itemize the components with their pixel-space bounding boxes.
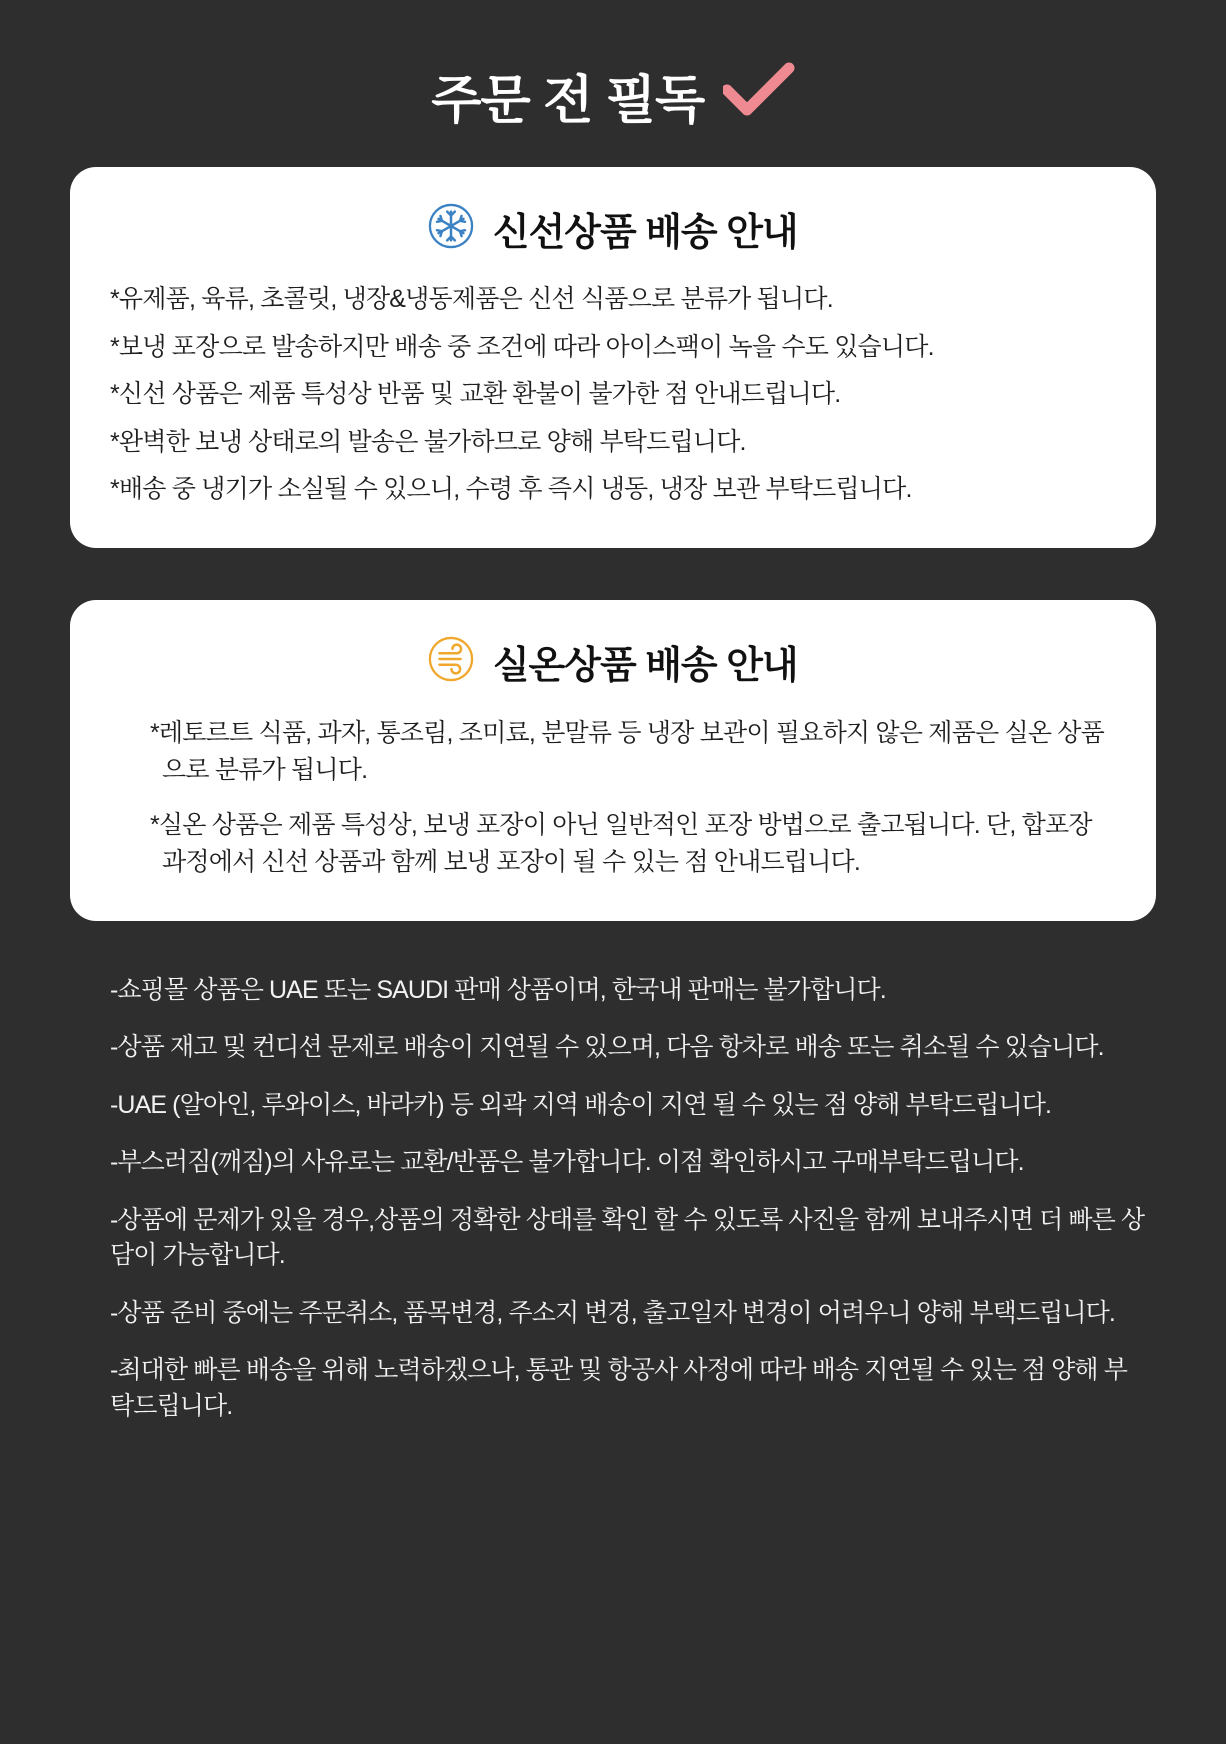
note-item: -상품에 문제가 있을 경우,상품의 정확한 상태를 확인 할 수 있도록 사진을 함께 보내주시면 더 빠른 상담이 가능합니다. — [110, 1205, 1145, 1269]
fresh-card-body — [110, 282, 1116, 508]
page-title: 주문 전 필독 — [431, 72, 705, 130]
page-title-block — [0, 0, 1226, 167]
wind-icon — [428, 636, 474, 687]
fresh-delivery-card — [70, 167, 1156, 548]
snowflake-icon — [428, 203, 474, 254]
note-item: -최대한 빠른 배송을 위해 노력하겠으나, 통관 및 항공사 사정에 따라 배송 지연될 수 있는 점 양해 부탁드립니다. — [110, 1356, 1127, 1420]
note-item: -UAE (알아인, 루와이스, 바라카) 등 외곽 지역 배송이 지연 될 수 있는 점 양해 부탁드립니다. — [110, 1090, 1052, 1119]
check-icon — [723, 62, 795, 123]
general-notes — [110, 973, 1148, 1425]
fresh-line: *배송 중 냉기가 소실될 수 있으니, 수령 후 즉시 냉동, 냉장 보관 부탁드립니다. — [110, 475, 912, 503]
roomtemp-card-body — [110, 715, 1116, 881]
roomtemp-line: *레토르트 식품, 과자, 통조림, 조미료, 분말류 등 냉장 보관이 필요하지 않은 제품은 실온 상품으로 분류가 됩니다. — [150, 718, 1105, 784]
note-item: -상품 준비 중에는 주문취소, 품목변경, 주소지 변경, 출고일자 변경이 어려우니 양해 부택드립니다. — [110, 1298, 1115, 1327]
fresh-line: *완벽한 보냉 상태로의 발송은 불가하므로 양해 부탁드립니다. — [110, 427, 746, 456]
room-temperature-delivery-card — [70, 600, 1156, 921]
fresh-line: *보냉 포장으로 발송하지만 배송 중 조건에 따라 아이스팩이 녹을 수도 있습니다. — [110, 332, 934, 361]
fresh-card-title: 신선상품 배송 안내 — [492, 212, 798, 254]
note-item: -쇼핑몰 상품은 UAE 또는 SAUDI 판매 상품이며, 한국내 판매는 불가합니다. — [110, 975, 886, 1004]
roomtemp-card-header — [110, 634, 1116, 689]
roomtemp-line: *실온 상품은 제품 특성상, 보냉 포장이 아닌 일반적인 포장 방법으로 출고됩니다. 단, 합포장 과정에서 신선 상품과 함께 보냉 포장이 될 수 있는 점 안내드립니다. — [150, 810, 1092, 876]
fresh-line: *유제품, 육류, 초콜릿, 냉장&냉동제품은 신선 식품으로 분류가 됩니다. — [110, 285, 833, 313]
roomtemp-card-title: 실온상품 배송 안내 — [492, 644, 798, 687]
note-item: -상품 재고 및 컨디션 문제로 배송이 지연될 수 있으며, 다음 항차로 배송 또는 취소될 수 있습니다. — [110, 1033, 1104, 1061]
fresh-card-header — [110, 201, 1116, 256]
fresh-line: *신선 상품은 제품 특성상 반품 및 교환 환불이 불가한 점 안내드립니다. — [110, 380, 841, 408]
note-item: -부스러짐(깨짐)의 사유로는 교환/반품은 불가합니다. 이점 확인하시고 구매부탁드립니다. — [110, 1148, 1024, 1176]
